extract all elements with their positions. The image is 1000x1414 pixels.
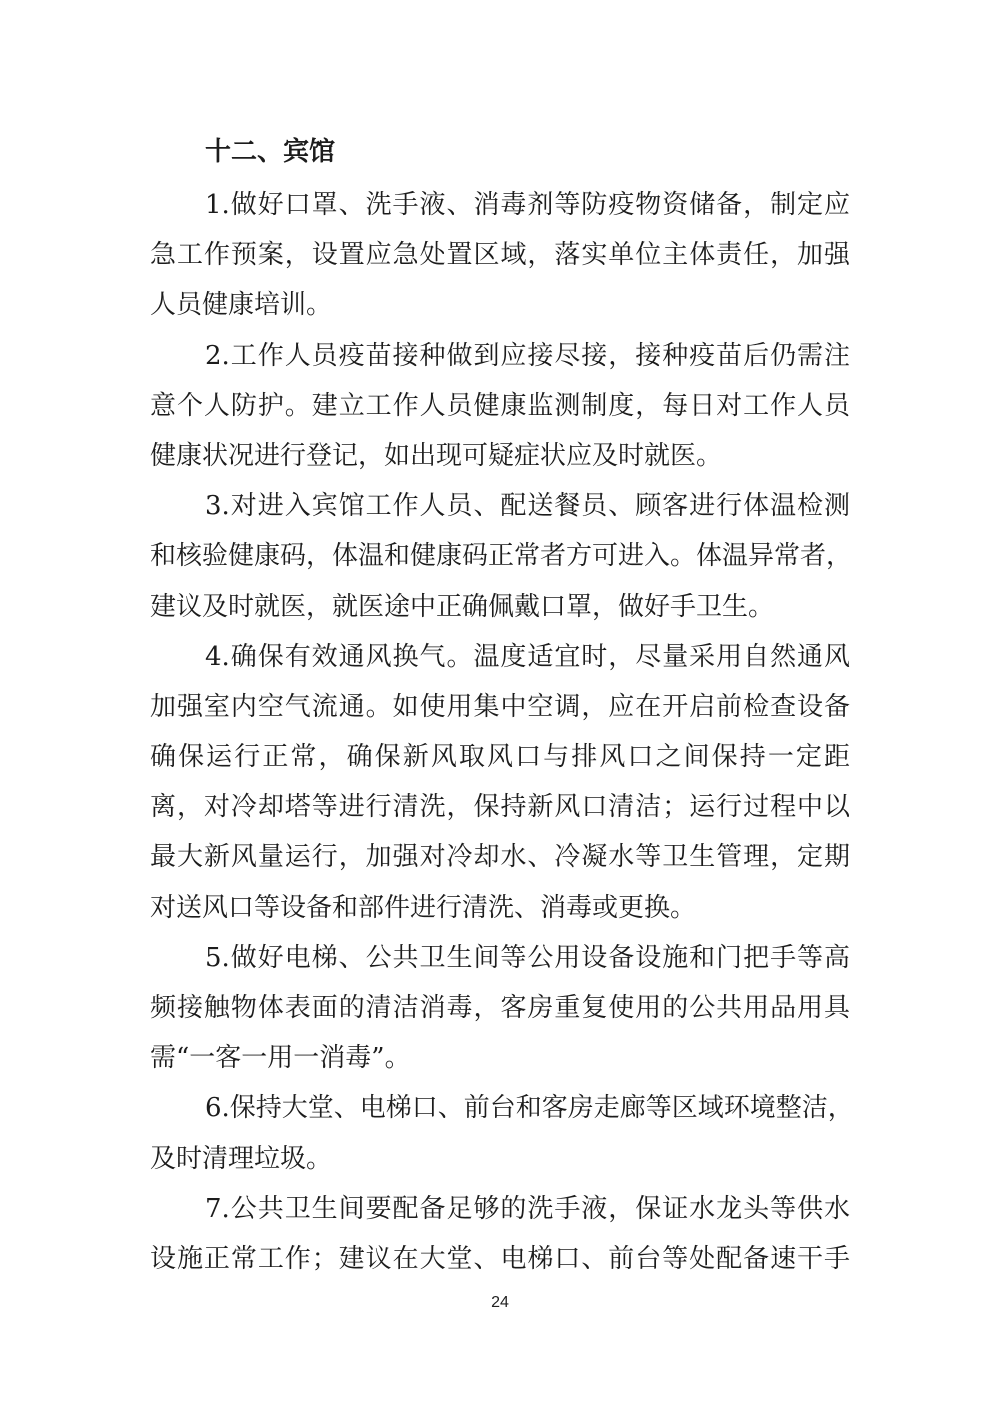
paragraph-line: 3.对进入宾馆工作人员、配送餐员、顾客进行体温检测 xyxy=(205,491,850,522)
page-number: 24 xyxy=(491,1294,509,1311)
paragraph-line: 和核验健康码，体温和健康码正常者方可进入。体温异常者， xyxy=(150,541,853,572)
paragraph-3 xyxy=(150,481,853,632)
paragraph-line: 确保运行正常，确保新风取风口与排风口之间保持一定距 xyxy=(150,742,850,773)
paragraph-line: 健康状况进行登记，如出现可疑症状应及时就医。 xyxy=(150,440,723,471)
paragraph-line: 4.确保有效通风换气。温度适宜时，尽量采用自然通风 xyxy=(205,641,850,672)
paragraph-line: 建议及时就医，就医途中正确佩戴口罩，做好手卫生。 xyxy=(150,591,775,622)
paragraph-line: 6.保持大堂、电梯口、前台和客房走廊等区域环境整洁， xyxy=(205,1093,854,1124)
paragraph-line: 2.工作人员疫苗接种做到应接尽接，接种疫苗后仍需注 xyxy=(205,340,850,371)
paragraph-line: 及时清理垃圾。 xyxy=(150,1143,333,1174)
paragraph-4 xyxy=(150,632,850,933)
paragraph-2 xyxy=(150,331,850,482)
paragraph-line: 频接触物体表面的清洁消毒，客房重复使用的公共用品用具 xyxy=(150,993,850,1023)
paragraph-line: 7.公共卫生间要配备足够的洗手液，保证水龙头等供水 xyxy=(205,1193,850,1224)
paragraph-line: 对送风口等设备和部件进行清洗、消毒或更换。 xyxy=(150,892,697,923)
section-heading: 十二、宾馆 xyxy=(205,137,336,167)
paragraph-line: 加强室内空气流通。如使用集中空调，应在开启前检查设备 xyxy=(150,691,850,722)
paragraph-7 xyxy=(150,1184,850,1284)
paragraph-line: 设施正常工作；建议在大堂、电梯口、前台等处配备速干手 xyxy=(150,1243,850,1274)
paragraph-line: 人员健康培训。 xyxy=(150,290,333,321)
paragraph-5 xyxy=(150,933,850,1084)
paragraph-6 xyxy=(150,1083,854,1183)
paragraph-line: 需“一客一用一消毒”。 xyxy=(150,1043,411,1074)
paragraph-line: 意个人防护。建立工作人员健康监测制度，每日对工作人员 xyxy=(150,390,850,421)
paragraph-line: 最大新风量运行，加强对冷却水、冷凝水等卫生管理，定期 xyxy=(150,842,850,873)
paragraph-line: 离，对冷却塔等进行清洗，保持新风口清洁；运行过程中以 xyxy=(150,792,850,823)
paragraph-line: 5.做好电梯、公共卫生间等公用设备设施和门把手等高 xyxy=(205,942,850,973)
paragraph-1 xyxy=(150,180,850,331)
paragraph-line: 急工作预案，设置应急处置区域，落实单位主体责任，加强 xyxy=(150,240,850,271)
paragraph-line: 1.做好口罩、洗手液、消毒剂等防疫物资储备，制定应 xyxy=(205,190,850,220)
document-body xyxy=(150,127,854,1284)
